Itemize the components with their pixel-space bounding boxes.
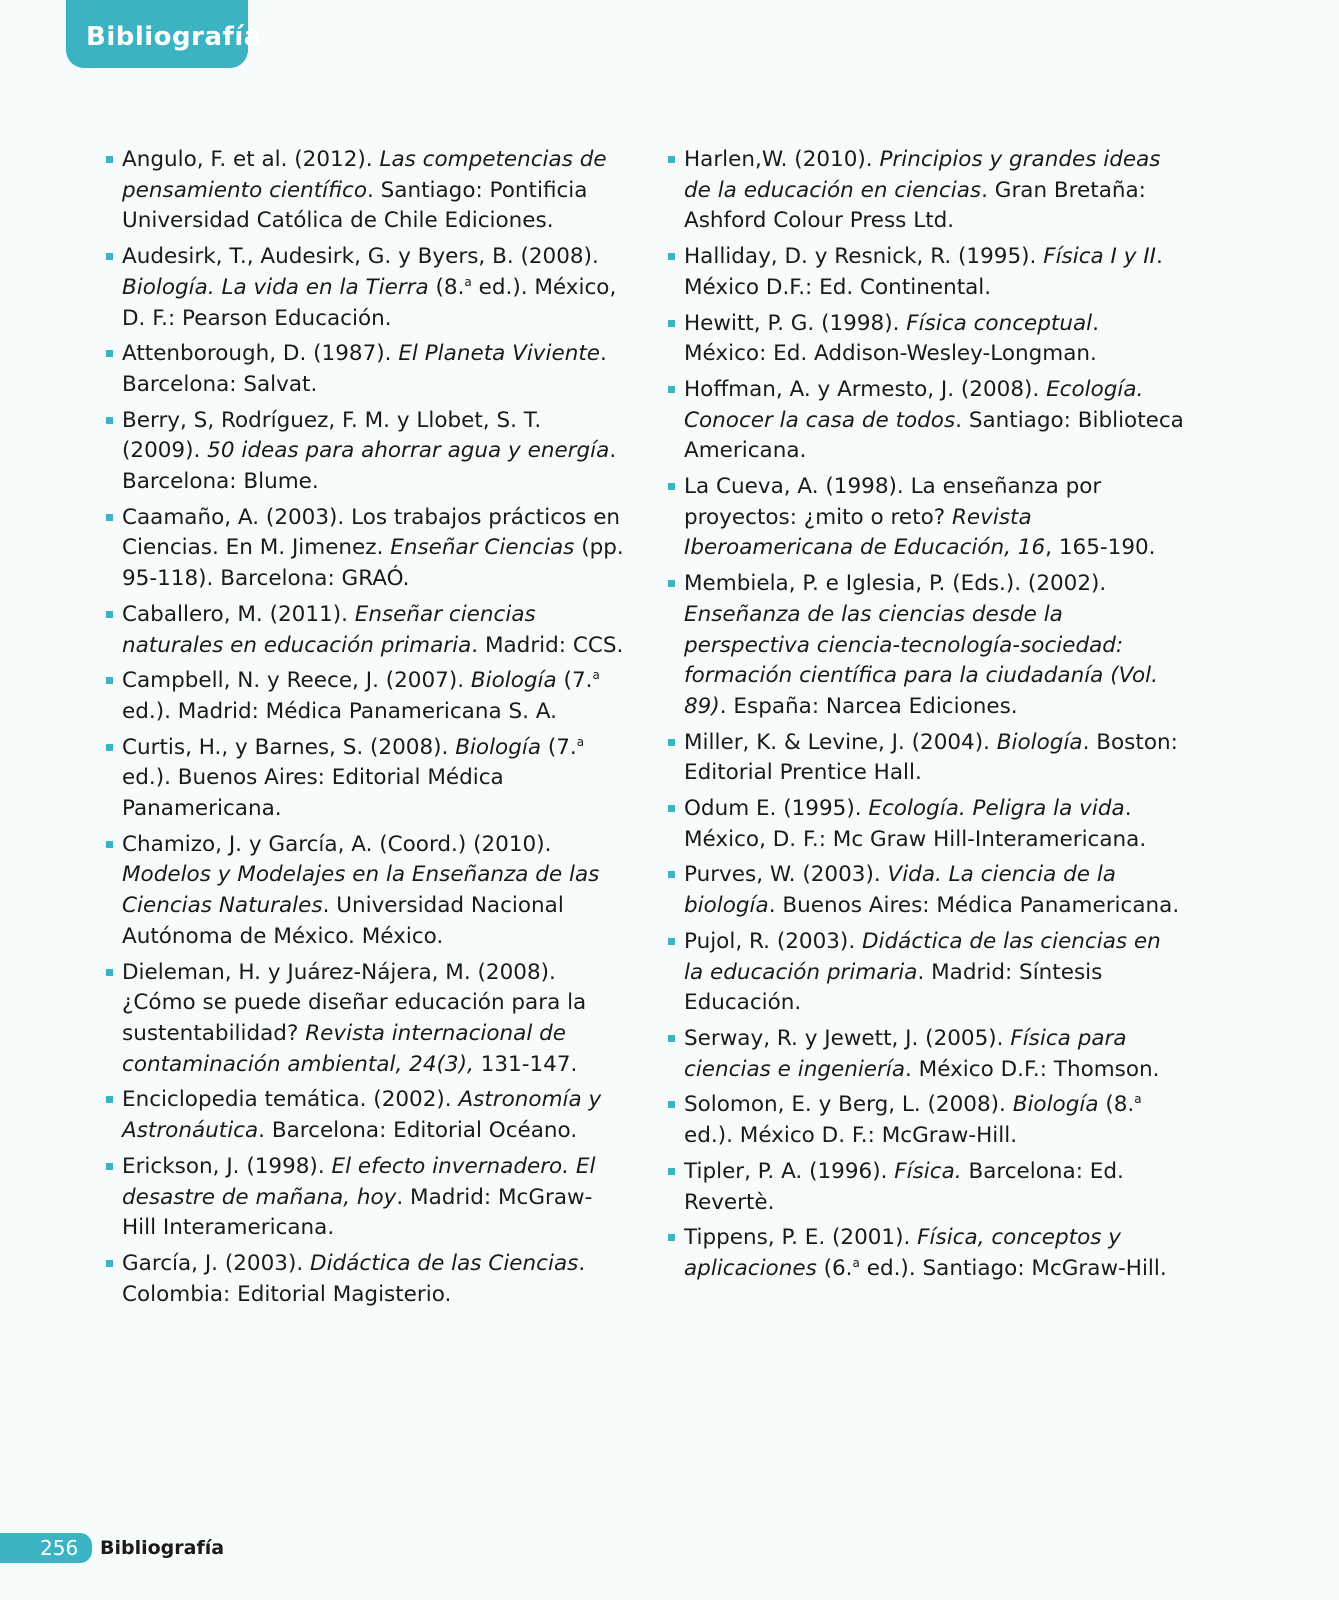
reference-text: Curtis, H., y Barnes, S. (2008). Biología (7.$^a$ ed.). Buenos Aires: Editorial Médica Panamericana.: [122, 734, 585, 822]
reference-item: [104, 958, 624, 1081]
reference-item: [666, 375, 1186, 467]
section-title: Bibliografía: [86, 22, 262, 52]
square-bullet-icon: [668, 805, 675, 812]
reference-item: [666, 569, 1186, 723]
reference-item: [104, 1085, 624, 1146]
square-bullet-icon: [106, 1096, 113, 1103]
square-bullet-icon: [106, 514, 113, 521]
reference-text: Caballero, M. (2011). Enseñar ciencias naturales en educación primaria. Madrid: CCS.: [122, 601, 624, 658]
square-bullet-icon: [668, 938, 675, 945]
square-bullet-icon: [106, 1163, 113, 1170]
reference-item: [666, 728, 1186, 789]
section-tab: [66, 0, 262, 68]
reference-text: Tipler, P. A. (1996). Física. Barcelona: Ed. Revertè.: [684, 1158, 1124, 1215]
reference-item: [104, 406, 624, 498]
reference-item: [666, 472, 1186, 564]
reference-text: Tippens, P. E. (2001). Física, conceptos y aplicaciones (6.$^a$ ed.). Santiago: McGraw-Hill.: [684, 1225, 1167, 1281]
reference-text: Campbell, N. y Reece, J. (2007). Biología (7.$^a$ ed.). Madrid: Médica Panamericana S. A.: [122, 668, 600, 724]
square-bullet-icon: [106, 156, 113, 163]
square-bullet-icon: [668, 1168, 675, 1175]
square-bullet-icon: [106, 677, 113, 684]
reference-text: Pujol, R. (2003). Didáctica de las ciencias en la educación primaria. Madrid: Síntesis Educación.: [684, 928, 1161, 1016]
reference-item: [666, 794, 1186, 855]
square-bullet-icon: [106, 350, 113, 357]
reference-text: Enciclopedia temática. (2002). Astronomía y Astronáutica. Barcelona: Editorial Océano.: [122, 1087, 602, 1144]
reference-item: [104, 600, 624, 661]
square-bullet-icon: [106, 253, 113, 260]
reference-item: [104, 1249, 624, 1310]
reference-text: Harlen,W. (2010). Principios y grandes ideas de la educación en ciencias. Gran Bretaña: Ashford Colour Press Ltd.: [684, 147, 1161, 234]
square-bullet-icon: [668, 871, 675, 878]
reference-item: [104, 242, 624, 334]
bibliography-column-left: [104, 145, 624, 1315]
reference-text: Hewitt, P. G. (1998). Física conceptual. México: Ed. Addison-Wesley-Longman.: [684, 310, 1099, 367]
square-bullet-icon: [106, 969, 113, 976]
square-bullet-icon: [668, 1035, 675, 1042]
reference-text: Erickson, J. (1998). El efecto invernadero. El desastre de mañana, hoy. Madrid: McGraw-Hill Interamericana.: [122, 1153, 596, 1241]
reference-text: Berry, S, Rodríguez, F. M. y Llobet, S. T. (2009). 50 ideas para ahorrar agua y energía. Barcelona: Blume.: [122, 407, 617, 495]
square-bullet-icon: [668, 253, 675, 260]
reference-list-right: [666, 145, 1186, 1285]
square-bullet-icon: [668, 739, 675, 746]
reference-text: Purves, W. (2003). Vida. La ciencia de la biología. Buenos Aires: Médica Panamericana.: [684, 862, 1180, 919]
reference-text: La Cueva, A. (1998). La enseñanza por proyectos: ¿mito o reto? Revista Iberoamericana de Educación, 16, 165-190.: [684, 474, 1156, 561]
reference-text: Halliday, D. y Resnick, R. (1995). Física I y II. México D.F.: Ed. Continental.: [684, 244, 1163, 300]
square-bullet-icon: [668, 1101, 675, 1108]
square-bullet-icon: [668, 483, 675, 490]
reference-text: García, J. (2003). Didáctica de las Ciencias. Colombia: Editorial Magisterio.: [122, 1250, 586, 1307]
square-bullet-icon: [668, 580, 675, 587]
reference-item: [104, 830, 624, 953]
reference-item: [104, 733, 624, 825]
reference-item: [104, 1152, 624, 1244]
reference-item: [666, 860, 1186, 921]
reference-item: [104, 339, 624, 400]
reference-text: Miller, K. & Levine, J. (2004). Biología. Boston: Editorial Prentice Hall.: [684, 729, 1178, 786]
page-footer: [0, 1533, 224, 1563]
reference-text: Caamaño, A. (2003). Los trabajos prácticos en Ciencias. En M. Jimenez. Enseñar Ciencias (pp. 95-118). Barcelona: GRAÓ.: [122, 504, 624, 592]
square-bullet-icon: [106, 744, 113, 751]
reference-text: Chamizo, J. y García, A. (Coord.) (2010). Modelos y Modelajes en la Enseñanza de las Ciencias Naturales. Universidad Nacional Autónoma de México. México.: [122, 831, 600, 949]
reference-text: Attenborough, D. (1987). El Planeta Viviente. Barcelona: Salvat.: [122, 341, 607, 397]
reference-list-left: [104, 145, 624, 1310]
footer-label: Bibliografía: [100, 1537, 225, 1559]
reference-text: Serway, R. y Jewett, J. (2005). Física para ciencias e ingeniería. México D.F.: Thomson.: [684, 1025, 1160, 1082]
bibliography-column-right: [666, 145, 1186, 1290]
reference-item: [666, 1024, 1186, 1085]
page-number: 256: [0, 1533, 92, 1563]
reference-item: [666, 927, 1186, 1019]
reference-item: [666, 145, 1186, 237]
reference-text: Angulo, F. et al. (2012). Las competencias de pensamiento científico. Santiago: Pontificia Universidad Católica de Chile Ediciones.: [122, 147, 607, 234]
reference-item: [666, 1157, 1186, 1218]
reference-item: [666, 1223, 1186, 1284]
reference-text: Odum E. (1995). Ecología. Peligra la vida. México, D. F.: Mc Graw Hill-Interamericana.: [684, 796, 1147, 852]
square-bullet-icon: [106, 1260, 113, 1267]
square-bullet-icon: [668, 386, 675, 393]
reference-item: [666, 309, 1186, 370]
square-bullet-icon: [668, 156, 675, 163]
reference-text: Hoffman, A. y Armesto, J. (2008). Ecología. Conocer la casa de todos. Santiago: Biblioteca Americana.: [684, 376, 1184, 464]
square-bullet-icon: [668, 1234, 675, 1241]
square-bullet-icon: [106, 417, 113, 424]
reference-text: Solomon, E. y Berg, L. (2008). Biología (8.$^a$ ed.). México D. F.: McGraw-Hill.: [684, 1092, 1142, 1149]
reference-item: [666, 1090, 1186, 1151]
reference-text: Membiela, P. e Iglesia, P. (Eds.). (2002). Enseñanza de las ciencias desde la perspectiva ciencia-tecnología-sociedad: formación científica para la ciudadanía (Vol. 89). España: Narcea Ediciones.: [684, 571, 1158, 719]
square-bullet-icon: [106, 611, 113, 618]
reference-item: [104, 145, 624, 237]
reference-item: [104, 666, 624, 727]
reference-text: Dieleman, H. y Juárez-Nájera, M. (2008). ¿Cómo se puede diseñar educación para la sustentabilidad? Revista internacional de contaminación ambiental, 24(3), 131-147.: [122, 959, 587, 1077]
square-bullet-icon: [668, 320, 675, 327]
reference-item: [666, 242, 1186, 303]
reference-item: [104, 503, 624, 595]
square-bullet-icon: [106, 841, 113, 848]
reference-text: Audesirk, T., Audesirk, G. y Byers, B. (2008). Biología. La vida en la Tierra (8.$^a$ ed.). México, D. F.: Pearson Educación.: [122, 244, 617, 331]
